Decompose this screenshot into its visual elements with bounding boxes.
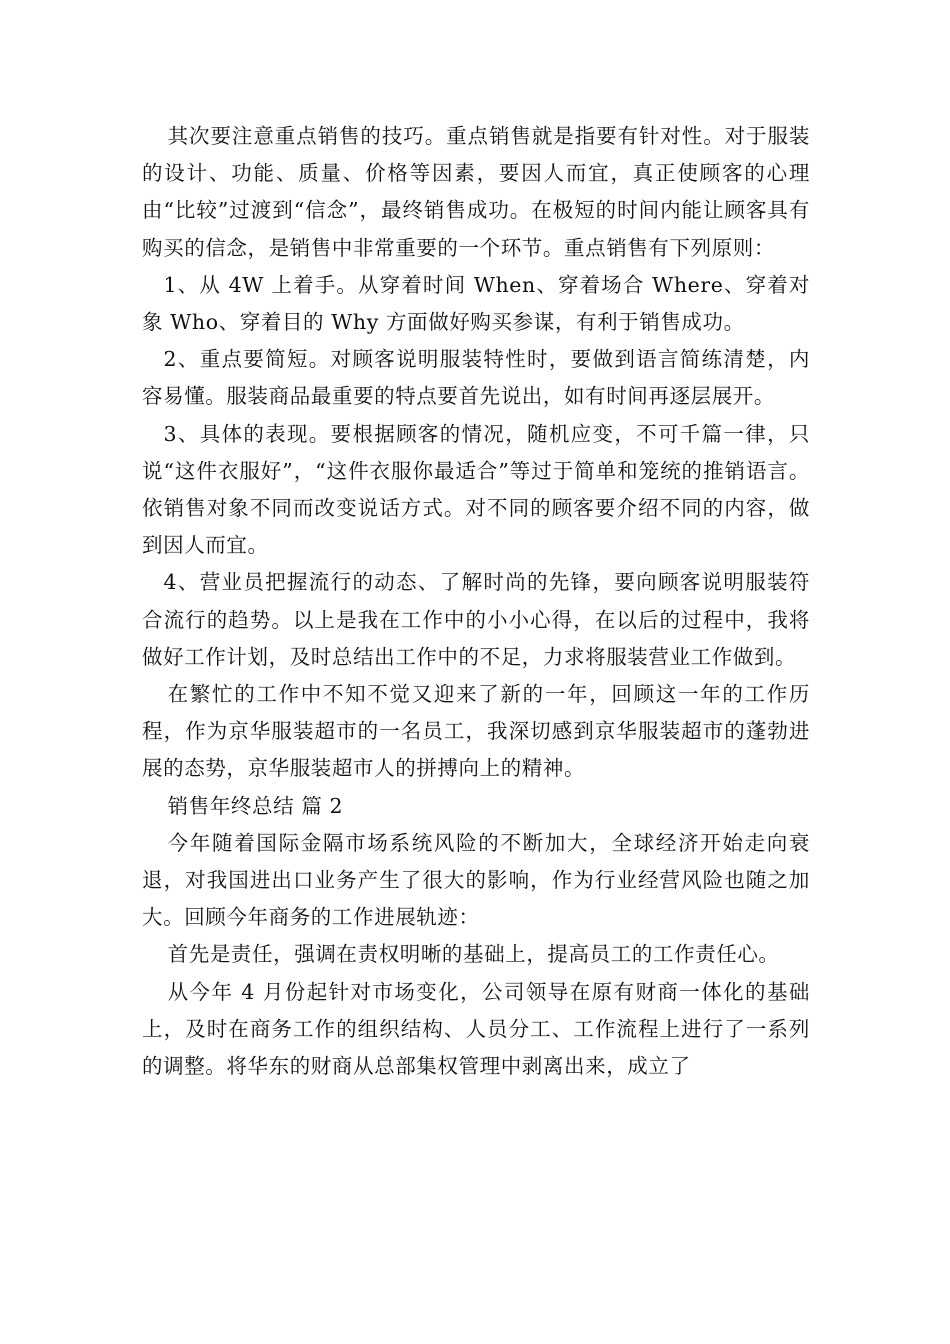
paragraph-year-review: 在繁忙的工作中不知不觉又迎来了新的一年，回顾这一年的工作历程，作为京华服装超市的一名员工，我深切感到京华服装超市的蓬勃进展的态势，京华服装超市人的拼搏向上的精神。 (142, 682, 810, 781)
list-item-principle-4: 4、营业员把握流行的动态、了解时尚的先锋，要向顾客说明服装符合流行的趋势。以上是我在工作中的小小心得，在以后的过程中，我将做好工作计划，及时总结出工作中的不足，力求将服装营业工作做到。 (142, 570, 810, 669)
list-item-principle-3: 3、具体的表现。要根据顾客的情况，随机应变，不可千篇一律，只说“这件衣服好”，“这件衣服你最适合”等过于简单和笼统的推销语言。依销售对象不同而改变说话方式。对不同的顾客要介绍不同的内容，做到因人而宜。 (142, 421, 810, 558)
paragraph-market-risk: 今年随着国际金隔市场系统风险的不断加大，全球经济开始走向衰退，对我国进出口业务产生了很大的影响，作为行业经营风险也随之加大。回顾今年商务的工作进展轨迹： (142, 830, 810, 930)
list-item-principle-1: 1、从 4W 上着手。从穿着时间 When、穿着场合 Where、穿着对象 Who、穿着目的 Why 方面做好购买参谋，有利于销售成功。 (142, 272, 810, 335)
section-heading: 销售年终总结 篇 2 (167, 793, 344, 818)
paragraph-restructuring: 从今年 4 月份起针对市场变化，公司领导在原有财商一体化的基础上，及时在商务工作的组织结构、人员分工、工作流程上进行了一系列的调整。将华东的财商从总部集权管理中剥离出来，成立了 (142, 979, 810, 1079)
paragraph-sales-skills: 其次要注意重点销售的技巧。重点销售就是指要有针对性。对于服装的设计、功能、质量、价格等因素，要因人而宜，真正使顾客的心理由“比较”过渡到“信念”，最终销售成功。在极短的时间内能让顾客具有购买的信念，是销售中非常重要的一个环节。重点销售有下列原则： (142, 124, 810, 260)
paragraph-responsibility: 首先是责任，强调在责权明晰的基础上，提高员工的工作责任心。 (167, 942, 780, 967)
list-item-principle-2: 2、重点要简短。对顾客说明服装特性时，要做到语言简练清楚，内容易懂。服装商品最重要的特点要首先说出，如有时间再逐层展开。 (142, 347, 810, 409)
document-page (142, 118, 810, 1085)
